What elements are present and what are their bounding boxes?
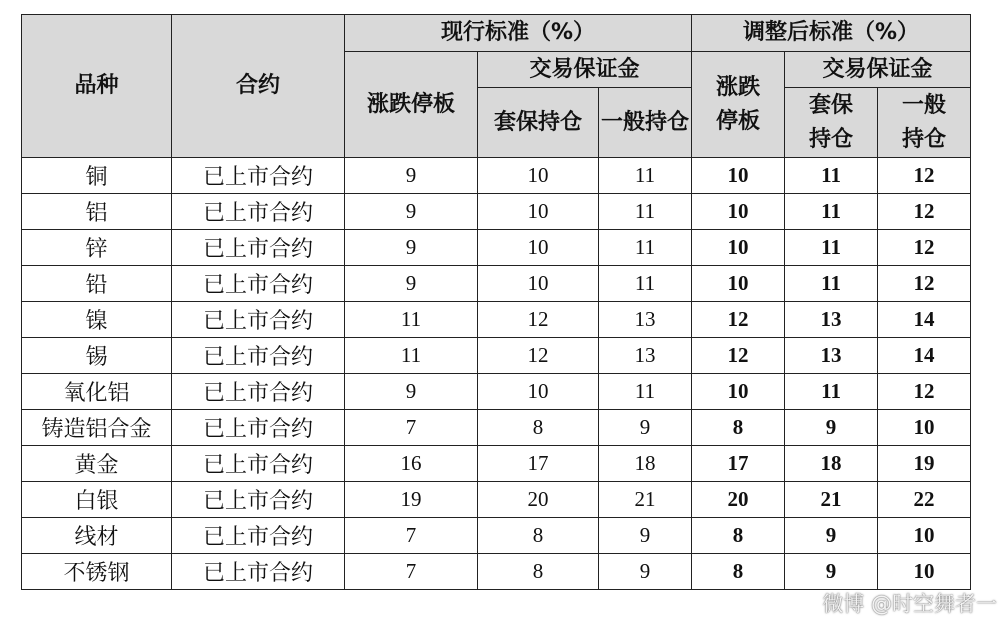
cell-contract: 已上市合约 <box>172 410 345 446</box>
cell-current-hedge: 10 <box>478 230 599 266</box>
cell-variety: 线材 <box>22 518 172 554</box>
table-row <box>22 230 971 266</box>
cell-variety: 白银 <box>22 482 172 518</box>
cell-current-general: 9 <box>599 410 692 446</box>
cell-variety: 氧化铝 <box>22 374 172 410</box>
header-row-1 <box>22 15 971 52</box>
cell-adjusted-hedge: 13 <box>785 302 878 338</box>
header-current-hedge: 套保持仓 <box>478 88 599 158</box>
cell-current-hedge: 10 <box>478 194 599 230</box>
cell-current-general: 21 <box>599 482 692 518</box>
table-body <box>22 158 971 590</box>
cell-adjusted-limit: 20 <box>692 482 785 518</box>
table-row <box>22 518 971 554</box>
cell-adjusted-limit: 10 <box>692 194 785 230</box>
cell-adjusted-general: 22 <box>878 482 971 518</box>
cell-current-hedge: 8 <box>478 554 599 590</box>
cell-variety: 铸造铝合金 <box>22 410 172 446</box>
cell-current-general: 11 <box>599 158 692 194</box>
cell-contract: 已上市合约 <box>172 374 345 410</box>
cell-current-limit: 9 <box>345 266 478 302</box>
cell-current-hedge: 10 <box>478 266 599 302</box>
cell-adjusted-hedge: 21 <box>785 482 878 518</box>
header-adjusted-general-label: 一般持仓 <box>902 92 947 152</box>
cell-contract: 已上市合约 <box>172 230 345 266</box>
cell-contract: 已上市合约 <box>172 446 345 482</box>
cell-current-limit: 9 <box>345 230 478 266</box>
cell-adjusted-limit: 10 <box>692 158 785 194</box>
cell-adjusted-general: 12 <box>878 374 971 410</box>
table-row <box>22 410 971 446</box>
cell-adjusted-general: 19 <box>878 446 971 482</box>
cell-variety: 锌 <box>22 230 172 266</box>
weibo-watermark: 微博 @时空舞者一 <box>822 592 997 616</box>
cell-contract: 已上市合约 <box>172 482 345 518</box>
cell-adjusted-hedge: 18 <box>785 446 878 482</box>
cell-current-general: 13 <box>599 338 692 374</box>
cell-adjusted-general: 12 <box>878 194 971 230</box>
cell-adjusted-general: 10 <box>878 518 971 554</box>
cell-adjusted-limit: 8 <box>692 410 785 446</box>
cell-adjusted-hedge: 9 <box>785 518 878 554</box>
cell-adjusted-general: 10 <box>878 410 971 446</box>
cell-adjusted-general: 14 <box>878 302 971 338</box>
cell-adjusted-hedge: 11 <box>785 230 878 266</box>
cell-adjusted-hedge: 11 <box>785 266 878 302</box>
cell-adjusted-general: 12 <box>878 230 971 266</box>
cell-current-limit: 11 <box>345 302 478 338</box>
header-adjusted-hedge-label: 套保持仓 <box>809 92 854 152</box>
cell-variety: 锡 <box>22 338 172 374</box>
cell-current-hedge: 12 <box>478 302 599 338</box>
cell-current-hedge: 10 <box>478 158 599 194</box>
cell-contract: 已上市合约 <box>172 338 345 374</box>
cell-variety: 铜 <box>22 158 172 194</box>
cell-current-general: 11 <box>599 194 692 230</box>
header-adjusted-hedge <box>785 88 878 158</box>
cell-adjusted-limit: 12 <box>692 338 785 374</box>
cell-adjusted-hedge: 11 <box>785 158 878 194</box>
cell-adjusted-limit: 10 <box>692 230 785 266</box>
table-row <box>22 338 971 374</box>
cell-variety: 镍 <box>22 302 172 338</box>
cell-current-general: 11 <box>599 230 692 266</box>
cell-current-general: 18 <box>599 446 692 482</box>
cell-current-limit: 7 <box>345 554 478 590</box>
cell-variety: 铅 <box>22 266 172 302</box>
cell-current-limit: 9 <box>345 374 478 410</box>
cell-adjusted-general: 12 <box>878 266 971 302</box>
margin-limit-table <box>21 14 971 590</box>
cell-contract: 已上市合约 <box>172 518 345 554</box>
header-adjusted-limit-label: 涨跌停板 <box>716 74 761 134</box>
table-row <box>22 266 971 302</box>
cell-current-limit: 9 <box>345 158 478 194</box>
cell-contract: 已上市合约 <box>172 554 345 590</box>
table-header <box>22 15 971 158</box>
header-current-general <box>599 88 692 158</box>
cell-adjusted-limit: 8 <box>692 554 785 590</box>
header-current-margin: 交易保证金 <box>478 52 692 88</box>
cell-current-general: 9 <box>599 518 692 554</box>
cell-current-limit: 19 <box>345 482 478 518</box>
table-row <box>22 554 971 590</box>
cell-current-limit: 16 <box>345 446 478 482</box>
cell-current-hedge: 12 <box>478 338 599 374</box>
cell-contract: 已上市合约 <box>172 158 345 194</box>
cell-adjusted-general: 12 <box>878 158 971 194</box>
cell-contract: 已上市合约 <box>172 194 345 230</box>
table-row <box>22 302 971 338</box>
cell-adjusted-general: 14 <box>878 338 971 374</box>
cell-adjusted-hedge: 11 <box>785 374 878 410</box>
header-adjusted-limit <box>692 52 785 158</box>
cell-current-limit: 7 <box>345 410 478 446</box>
cell-adjusted-hedge: 9 <box>785 554 878 590</box>
cell-current-limit: 9 <box>345 194 478 230</box>
table-row <box>22 374 971 410</box>
cell-current-general: 13 <box>599 302 692 338</box>
cell-contract: 已上市合约 <box>172 266 345 302</box>
cell-adjusted-hedge: 11 <box>785 194 878 230</box>
header-current-limit <box>345 52 478 158</box>
table-row <box>22 194 971 230</box>
cell-current-hedge: 8 <box>478 518 599 554</box>
cell-adjusted-limit: 10 <box>692 266 785 302</box>
cell-current-general: 11 <box>599 374 692 410</box>
cell-current-hedge: 17 <box>478 446 599 482</box>
cell-adjusted-limit: 17 <box>692 446 785 482</box>
cell-variety: 铝 <box>22 194 172 230</box>
header-variety: 品种 <box>22 15 172 158</box>
cell-adjusted-general: 10 <box>878 554 971 590</box>
table-row <box>22 446 971 482</box>
table-row <box>22 482 971 518</box>
header-current-general-label: 一般持仓 <box>601 109 690 135</box>
header-adjusted-general <box>878 88 971 158</box>
cell-current-hedge: 10 <box>478 374 599 410</box>
header-current-limit-label: 涨跌停板 <box>366 91 455 117</box>
cell-variety: 黄金 <box>22 446 172 482</box>
cell-current-hedge: 8 <box>478 410 599 446</box>
cell-current-general: 9 <box>599 554 692 590</box>
cell-variety: 不锈钢 <box>22 554 172 590</box>
cell-adjusted-limit: 12 <box>692 302 785 338</box>
cell-current-limit: 7 <box>345 518 478 554</box>
table-row <box>22 158 971 194</box>
header-adjusted-margin: 交易保证金 <box>785 52 971 88</box>
cell-current-limit: 11 <box>345 338 478 374</box>
cell-adjusted-limit: 8 <box>692 518 785 554</box>
header-contract: 合约 <box>172 15 345 158</box>
header-adjusted-standard: 调整后标准（%） <box>692 15 971 52</box>
cell-contract: 已上市合约 <box>172 302 345 338</box>
header-current-standard: 现行标准（%） <box>345 15 692 52</box>
cell-current-general: 11 <box>599 266 692 302</box>
cell-adjusted-hedge: 9 <box>785 410 878 446</box>
cell-adjusted-hedge: 13 <box>785 338 878 374</box>
cell-current-hedge: 20 <box>478 482 599 518</box>
cell-adjusted-limit: 10 <box>692 374 785 410</box>
